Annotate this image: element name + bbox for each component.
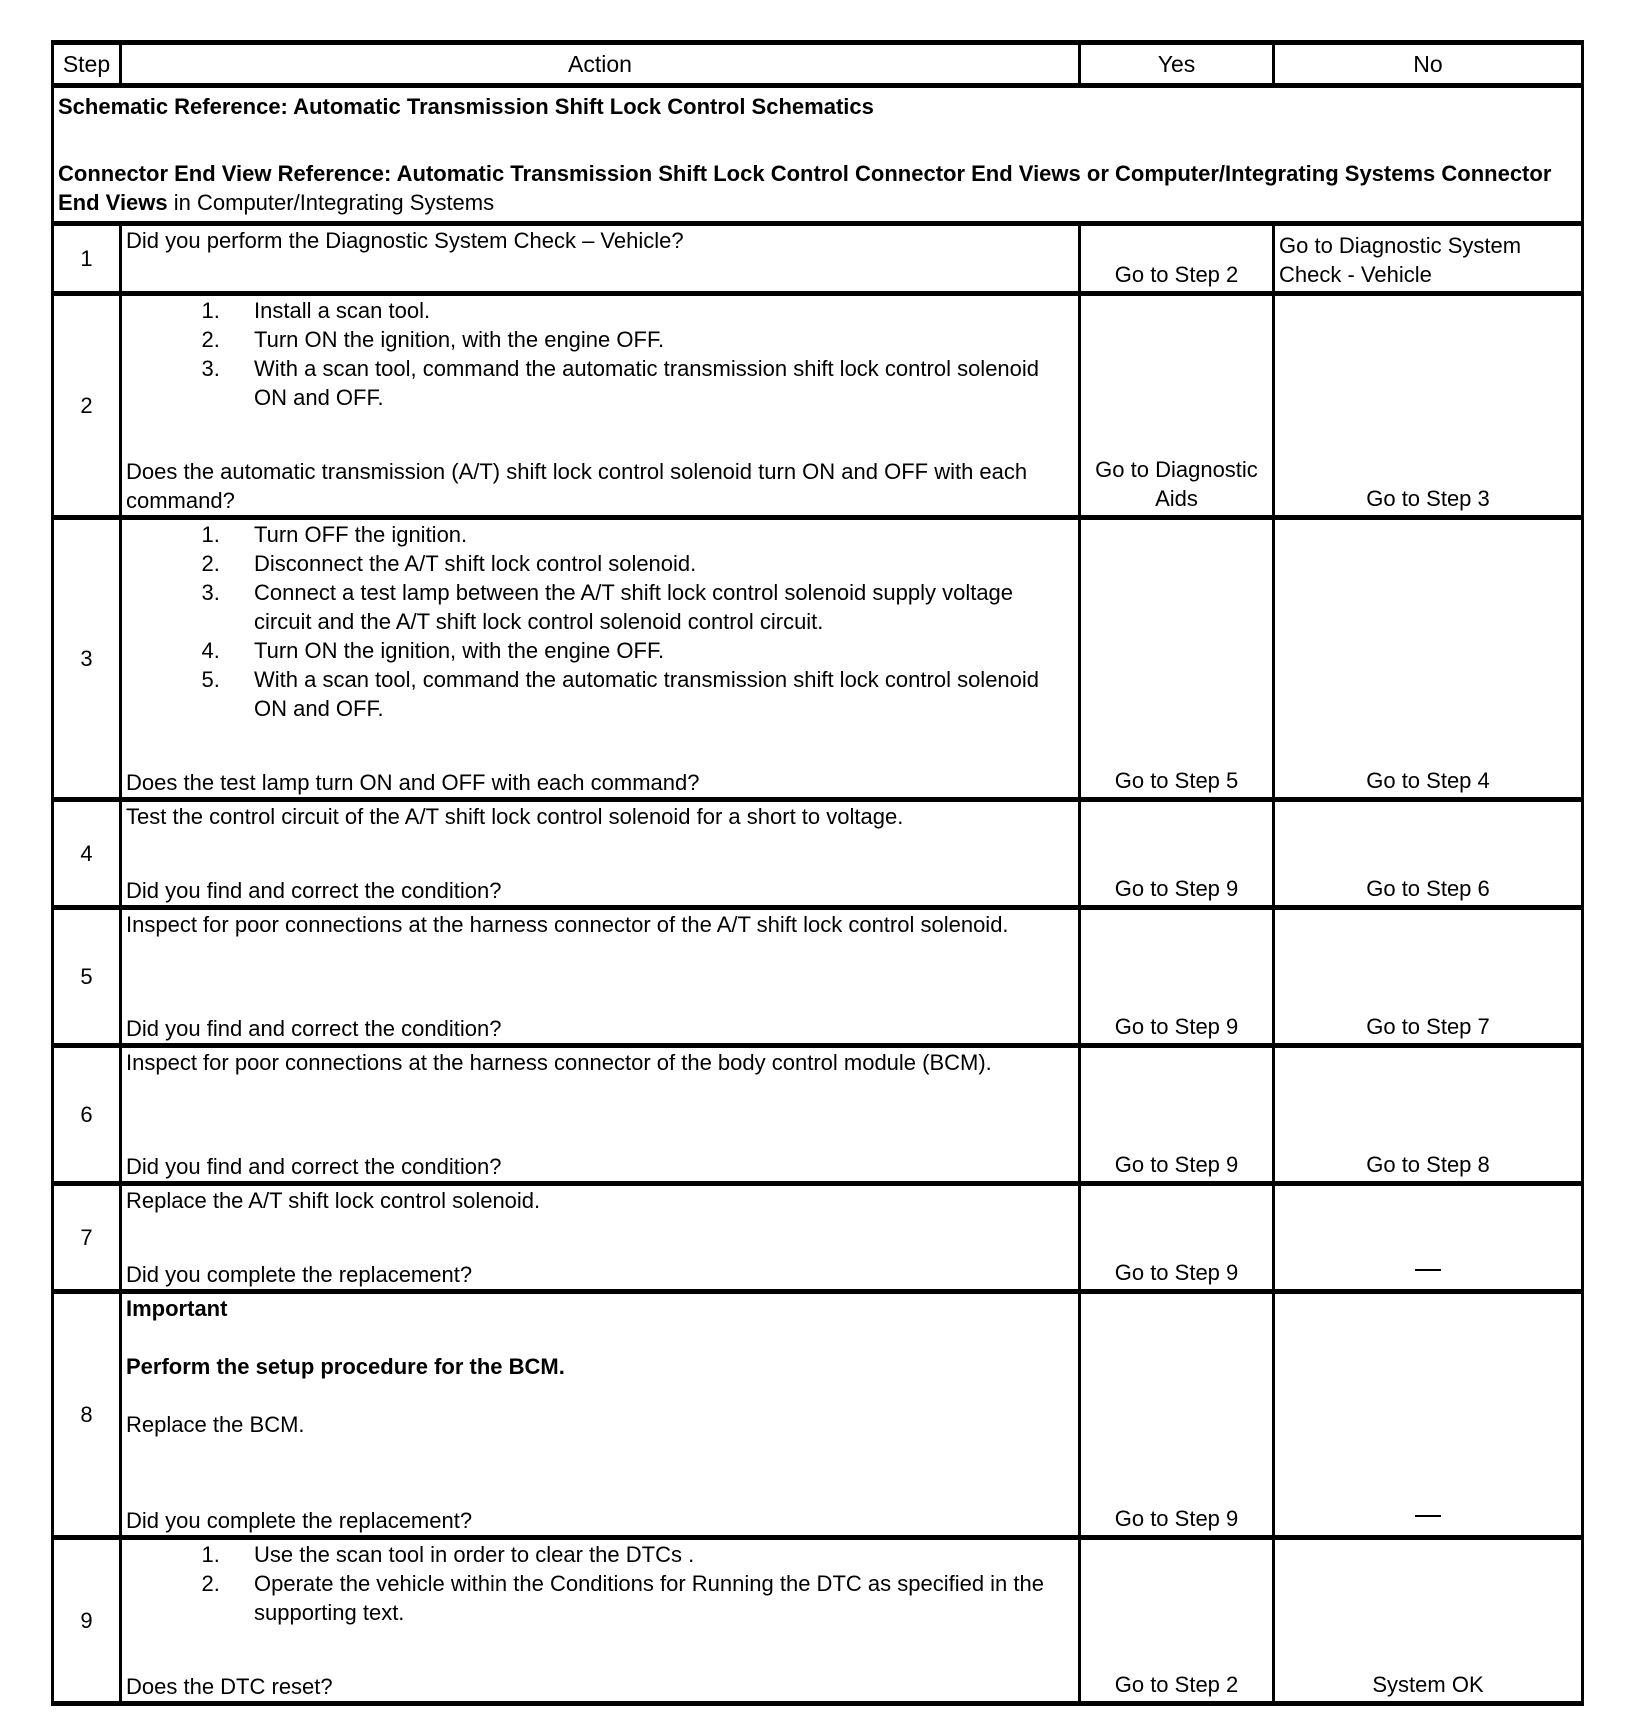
step-number: 6 [53, 1046, 121, 1184]
action-cell: 1. Install a scan tool. 2. Turn ON the ignition, with the engine OFF. 3. With a scan tool, command the automatic transmission shift lock control solenoid ON and OFF. Does the automatic transmission (A/T) shift lock control solenoid turn ON and OFF with each command? [121, 294, 1080, 518]
action-cell: Inspect for poor connections at the harness connector of the body control module (BCM). Did you find and correct the condition? [121, 1046, 1080, 1184]
yes-cell: Go to Step 2 [1080, 1538, 1274, 1704]
action-cell: Inspect for poor connections at the harness connector of the A/T shift lock control solenoid. Did you find and correct the condition? [121, 908, 1080, 1046]
step-number: 5 [53, 908, 121, 1046]
header-no: No [1274, 43, 1583, 86]
yes-cell: Go to Step 2 [1080, 224, 1274, 294]
table-row-9 [53, 1538, 1583, 1704]
no-cell: Go to Step 4 [1274, 518, 1583, 800]
table-row-7 [53, 1184, 1583, 1292]
yes-cell: Go to Step 9 [1080, 1046, 1274, 1184]
yes-cell: Go to Step 9 [1080, 908, 1274, 1046]
header-row [53, 43, 1583, 86]
no-cell: Go to Diagnostic System Check - Vehicle [1274, 224, 1583, 294]
no-cell: Go to Step 7 [1274, 908, 1583, 1046]
step-number: 1 [53, 224, 121, 294]
step-number: 7 [53, 1184, 121, 1292]
schematic-reference: Schematic Reference: Automatic Transmission Shift Lock Control Schematics [58, 94, 874, 119]
no-cell: Go to Step 3 [1274, 294, 1583, 518]
no-cell [1274, 1292, 1583, 1538]
table-row-1 [53, 224, 1583, 294]
action-cell: 1. Turn OFF the ignition. 2. Disconnect the A/T shift lock control solenoid. 3. Connect a test lamp between the A/T shift lock control solenoid supply voltage circuit and the A/T shift lock control solenoid control circuit. 4. Turn ON the ignition, with the engine OFF. 5. With a scan tool, command the automatic transmission shift lock control solenoid ON and OFF. Does the test lamp turn ON and OFF with each command? [121, 518, 1080, 800]
step-number: 8 [53, 1292, 121, 1538]
step-number: 3 [53, 518, 121, 800]
table-row-5 [53, 908, 1583, 1046]
header-action: Action [121, 43, 1080, 86]
no-cell [1274, 1184, 1583, 1292]
action-cell: 1. Use the scan tool in order to clear the DTCs . 2. Operate the vehicle within the Conditions for Running the DTC as specified in the supporting text. Does the DTC reset? [121, 1538, 1080, 1704]
yes-cell: Go to Step 9 [1080, 1292, 1274, 1538]
table-row-3 [53, 518, 1583, 800]
step-number: 2 [53, 294, 121, 518]
action-cell: Important Perform the setup procedure for the BCM. Replace the BCM. Did you complete the replacement? [121, 1292, 1080, 1538]
table-row-2 [53, 294, 1583, 518]
header-step: Step [53, 43, 121, 86]
header-yes: Yes [1080, 43, 1274, 86]
reference-row [53, 86, 1583, 224]
yes-cell: Go to Diagnostic Aids [1080, 294, 1274, 518]
action-cell: Test the control circuit of the A/T shift lock control solenoid for a short to voltage. Did you find and correct the condition? [121, 800, 1080, 908]
no-cell: System OK [1274, 1538, 1583, 1704]
dash-icon [1415, 1515, 1441, 1517]
dash-icon [1415, 1269, 1441, 1271]
table-row-8 [53, 1292, 1583, 1538]
action-cell: Did you perform the Diagnostic System Check – Vehicle? [121, 224, 1080, 294]
yes-cell: Go to Step 5 [1080, 518, 1274, 800]
connector-reference: Connector End View Reference: Automatic Transmission Shift Lock Control Connector End Views or Computer/Integrating Systems Connector End Views in Computer/Integrating Systems [58, 161, 1552, 215]
action-cell: Replace the A/T shift lock control solenoid. Did you complete the replacement? [121, 1184, 1080, 1292]
table-row-4 [53, 800, 1583, 908]
diagnostic-table [51, 40, 1584, 1706]
no-cell: Go to Step 8 [1274, 1046, 1583, 1184]
yes-cell: Go to Step 9 [1080, 1184, 1274, 1292]
no-cell: Go to Step 6 [1274, 800, 1583, 908]
step-number: 4 [53, 800, 121, 908]
important-label: Important [126, 1296, 228, 1321]
step-number: 9 [53, 1538, 121, 1704]
yes-cell: Go to Step 9 [1080, 800, 1274, 908]
table-row-6 [53, 1046, 1583, 1184]
